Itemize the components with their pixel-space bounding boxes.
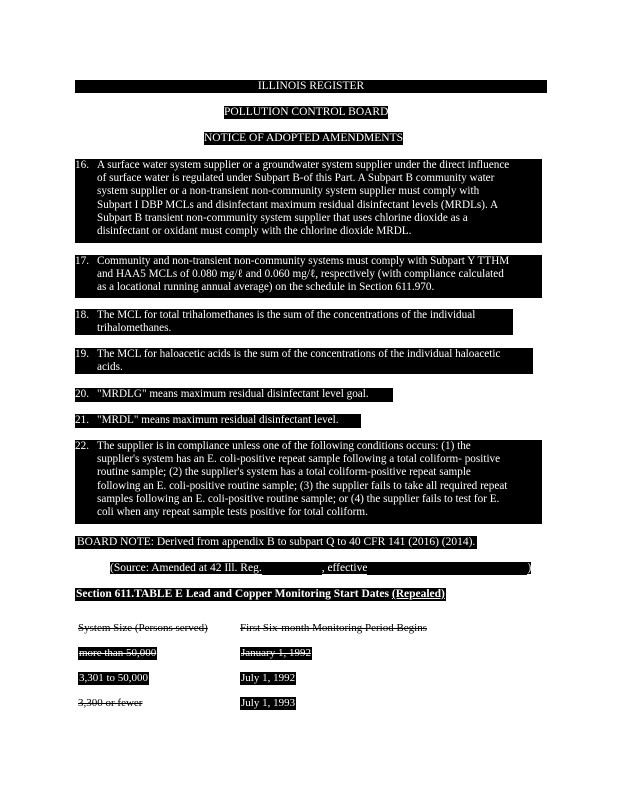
item-number: 22. [75,440,89,452]
item-line: of surface water is regulated under Subpart B-of this Part. A Subpart B community water [97,172,495,185]
register-title: ILLINOIS REGISTER [257,80,365,92]
item-number: 17. [75,255,89,267]
list-item-22 [75,440,542,524]
board-title: POLLUTION CONTROL BOARD [224,106,389,118]
list-item-17 [75,255,542,298]
notice-title: NOTICE OF ADOPTED AMENDMENTS [204,132,404,144]
repealed-label: (Repealed) [391,588,445,600]
item-line: samples following an E. coli-positive routine sample; or (4) the supplier fails to test for E. [97,492,500,505]
table-cell-size: more than 50,000 [79,647,157,659]
item-line: system supplier or a non-transient non-community system supplier must comply with [97,185,480,198]
source-suffix: ) [527,562,532,574]
register-header [75,80,547,93]
board-note: BOARD NOTE: Derived from appendix B to subpart Q to 40 CFR 141 (2016) (2014). [77,536,476,548]
item-number: 20. [75,388,89,400]
item-line: supplier's system has an E. coli-positive repeat sample following a total coliform- positive [97,453,501,466]
source-middle: , effective [321,562,368,574]
list-item-21 [75,414,361,428]
table-cell-size: 3,301 to 50,000 [79,672,149,684]
table-header-system-size: System Size (Persons served) [78,622,208,634]
table-header-first-period: First Six-month Monitoring Period Begins [240,622,428,634]
item-line: disinfectant or oxidant must comply with the chlorine dioxide MRDL. [97,225,412,238]
item-number: 16. [75,159,89,171]
item-line: routine sample; (2) the supplier's system has a total coliform-positive repeat sample [97,466,471,479]
item-number: 19. [75,348,89,360]
item-line: "MRDL" means maximum residual disinfectant level. [97,414,339,426]
item-line: acids. [97,361,123,374]
item-line: The MCL for haloacetic acids is the sum of the concentrations of the individual haloacetic [97,348,501,360]
section-title-text: Section 611.TABLE E Lead and Copper Monitoring Start Dates [76,588,392,600]
source-blank-2 [367,562,527,575]
item-text [97,440,507,519]
source-blank [262,562,322,575]
item-line: A surface water system supplier or a groundwater system supplier under the direct influence [97,159,510,171]
item-text [97,309,475,335]
source-prefix: (Source: Amended at 42 Ill. Reg. [110,562,262,574]
list-item-20 [75,388,393,402]
list-item-16 [75,159,542,243]
item-line: and HAA5 MCLs of 0.080 mg/ℓ and 0.060 mg/ℓ, respectively (with compliance calculated [97,268,504,281]
section-title [75,588,446,601]
table-cell-size: 3,300 or fewer [78,697,143,709]
list-item-19 [75,348,533,374]
item-line: Subpart I DBP MCLs and disinfectant maximum residual disinfectant levels (MRDLs). A [97,198,499,211]
item-number: 21. [75,414,89,426]
item-line: following an E. coli-positive routine sample; (3) the supplier fails to take all required repeat [97,479,508,492]
item-line: trihalomethanes. [97,322,172,335]
item-line: as a locational running annual average) on the schedule in Section 611.970. [97,281,435,294]
item-text [97,348,500,374]
item-line: coli when any repeat sample tests positive for total coliform. [97,506,368,519]
item-line: "MRDLG" means maximum residual disinfectant level goal. [97,388,369,400]
item-line: Subpart B transient non-community system supplier that uses chlorine dioxide as a [97,211,468,224]
item-text [97,255,509,295]
item-text [97,159,509,238]
table-cell-date: January 1, 1992 [241,647,311,659]
item-line: The MCL for total trihalomethanes is the sum of the concentrations of the individual [97,309,476,321]
table-cell-date: July 1, 1992 [241,672,296,684]
item-line: Community and non-transient non-community systems must comply with Subpart Y TTHM [97,255,510,267]
source-line [110,562,531,575]
table-cell-date: July 1, 1993 [241,697,296,709]
item-line: The supplier is in compliance unless one of the following conditions occurs: (1) the [97,440,471,452]
item-text [97,414,339,427]
item-number: 18. [75,309,89,321]
list-item-18 [75,309,513,335]
item-text [97,388,369,401]
